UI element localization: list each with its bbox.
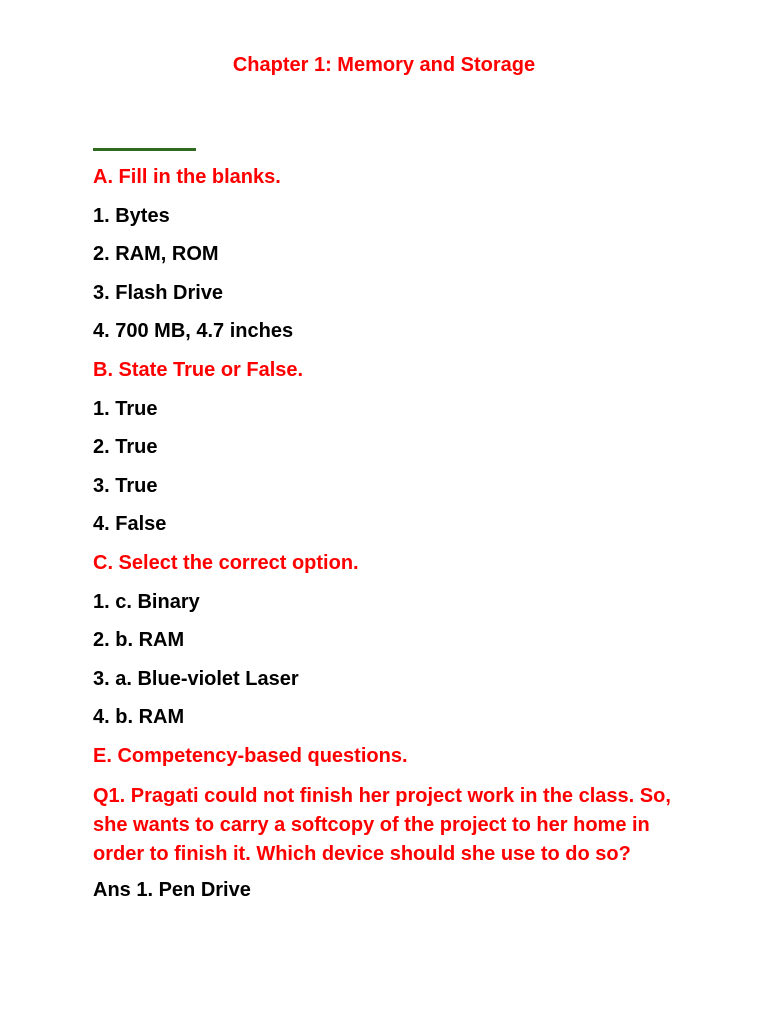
- section-c-answer-3: 3. a. Blue-violet Laser: [93, 667, 299, 690]
- section-b-heading: B. State True or False.: [93, 358, 304, 381]
- section-a-answer-3: 3. Flash Drive: [93, 281, 224, 304]
- section-a-heading: A. Fill in the blanks.: [93, 166, 281, 188]
- chapter-title: Chapter 1: Memory and Storage: [232, 54, 536, 76]
- document-body: [93, 164, 693, 915]
- section-b-answer-4: 4. False: [93, 513, 167, 536]
- section-b-answer-1: 1. True: [93, 397, 158, 420]
- section-b-answer-2: 2. True: [93, 436, 158, 459]
- section-e-answer-1: Ans 1. Pen Drive: [93, 878, 251, 901]
- title-underline-rule: [93, 148, 196, 151]
- section-c-answer-2: 2. b. RAM: [93, 629, 185, 652]
- section-c-answer-4: 4. b. RAM: [93, 706, 185, 729]
- section-e-heading: E. Competency-based questions.: [93, 744, 408, 767]
- section-b-answer-3: 3. True: [93, 474, 158, 497]
- section-a-answer-1: 1. Bytes: [93, 204, 170, 227]
- section-a-answer-2: 2. RAM, ROM: [93, 243, 219, 266]
- section-e-question-1: Q1. Pragati could not finish her project work in the class. So, she wants to carry a softcopy of the project to her home in order to finish it. Which device should she use to do so?: [93, 784, 671, 865]
- section-c-answer-1: 1. c. Binary: [93, 590, 200, 613]
- section-c-heading: C. Select the correct option.: [93, 551, 359, 574]
- section-a-answer-4: 4. 700 MB, 4.7 inches: [93, 320, 294, 343]
